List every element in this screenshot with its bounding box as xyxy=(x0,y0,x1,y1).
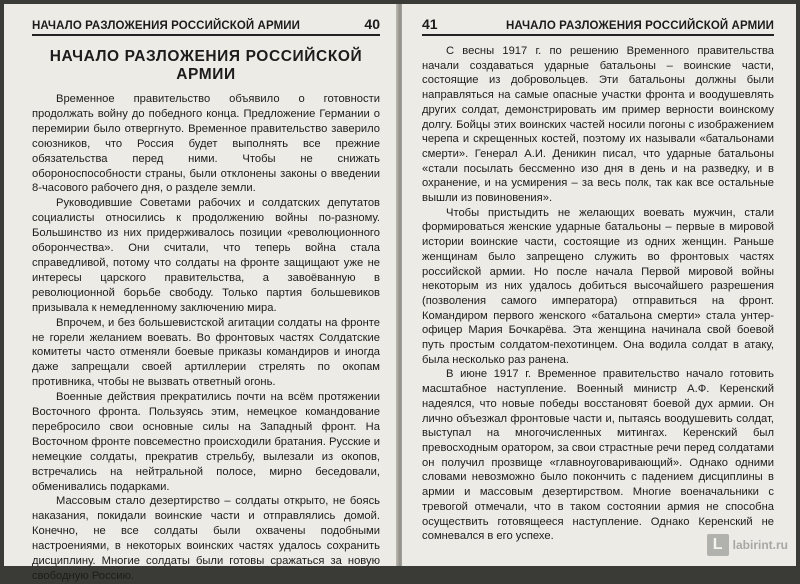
paragraph: Временное правительство объявило о готовности продолжать войну до победного конца. Предложение Германии о перемирии было отвергнуто. Временное правительство заверило союзников, что Россия будет выполнять все прежние обязательства перед ними. Чтобы не снижать обороноспособности страны, были отклонены законы о введении 8-часового рабочего дня, о разделе земли. xyxy=(32,93,380,195)
running-title: НАЧАЛО РАЗЛОЖЕНИЯ РОССИЙСКОЙ АРМИИ xyxy=(506,20,774,32)
running-head-left xyxy=(32,8,380,36)
right-page xyxy=(402,4,796,566)
watermark-logo-icon: L xyxy=(707,534,729,556)
paragraph: Чтобы пристыдить не желающих воевать мужчин, стали формироваться женские ударные батальоны – первые в мировой истории воинские части, состоящие из одних женщин. Раньше женщинам было запрещено служить во фронтовых частях российской армии. Но после начала Первой мировой войны некоторым из них удалось добиться высочайшего разрешения (позволения самого императора) отправиться на фронт. Командиром первого женского «батальона смерти» стала унтер-офицер Мария Бочкарёва. Эта женщина начинала свой боевой путь простым солдатом-пехотинцем. Она водила солдат в атаку, была несколько раз ранена. xyxy=(422,206,774,366)
watermark xyxy=(707,534,788,556)
page-number: 41 xyxy=(422,16,438,32)
left-page-text xyxy=(32,92,380,584)
paragraph: Впрочем, и без большевистской агитации солдаты на фронте не горели желанием воевать. Во фронтовых частях Солдатские комитеты часто отменяли боевые приказы командиров и иногда даже запрещали своей артиллерии стрелять по окопам противника, чтобы не вызвать ответный огонь. xyxy=(32,316,380,389)
running-title: НАЧАЛО РАЗЛОЖЕНИЯ РОССИЙСКОЙ АРМИИ xyxy=(32,20,300,32)
chapter-title: НАЧАЛО РАЗЛОЖЕНИЯ РОССИЙСКОЙ АРМИИ xyxy=(49,48,363,83)
page-number: 40 xyxy=(364,16,380,32)
left-page xyxy=(4,4,398,582)
running-head-right xyxy=(422,8,774,36)
paragraph: С весны 1917 г. по решению Временного правительства начали создаваться ударные батальоны – воинские части, состоящие из добровольцев. Эти батальоны должны были направляться на самые опасные участки фронта и воодушевлять других солдат, демонстрировать им пример верности воинскому долгу. Бойцы этих воинских частей носили погоны с изображением черепа и скрещенных костей, поэтому их называли «батальонами смерти». Генерал А.И. Деникин писал, что ударные батальоны «стали посылать бессменно изо дня в день и на разведку, и в охранение, и на усмирения – за весь полк, так как все остальные вышли из повиновения». xyxy=(422,45,774,205)
paragraph: В июне 1917 г. Временное правительство начало готовить масштабное наступление. Военный министр А.Ф. Керенский надеялся, что новые победы восстановят боевой дух армии. Он лично объезжал фронтовые части и, пытаясь воодушевить солдат, выступал на многочисленных митингах. Керенский был превосходным оратором, за свои страстные речи перед солдатами он получил прозвище «главноуговаривающий». Однако одними словами невозможно было покончить с падением дисциплины в армии и массовым дезертирством. Многие военачальники с тревогой отмечали, что в таком состоянии армия не способна осуществить готовящееся наступление. Однако Керенский не сомневался в его успехе. xyxy=(422,368,774,543)
right-page-text xyxy=(422,44,774,544)
paragraph: Военные действия прекратились почти на всём протяжении Восточного фронта. Пользуясь этим, немецкое командование перебросило свои основные силы на Западный фронт. На Восточном фронте повсеместно происходили братания. Русские и немецкие солдаты, прекратив стрельбу, вылезали из окопов, встречались на нейтральной полосе, мирно беседовали, обменивались подарками. xyxy=(32,391,380,493)
paragraph: Массовым стало дезертирство – солдаты открыто, не боясь наказания, покидали воинские части и отправлялись домой. Конечно, не все солдаты были охвачены подобными настроениями, в некоторых воинских частях удалось сохранить дисциплину. Многие солдаты были готовы сражаться за новую свободную Россию. xyxy=(32,495,380,582)
watermark-text: labirint.ru xyxy=(732,538,788,552)
paragraph: Руководившие Советами рабочих и солдатских депутатов социалисты относились к продолжению войны по-разному. Большинство из них придерживалось позиции «революционного оборончества». Они считали, что теперь война стала справедливой, потому что солдаты на фронте защищают уже не интересы царского правительства, а завоёванную в революционной борьбе свободу. Только партия большевиков призывала к немедленному заключению мира. xyxy=(32,197,380,314)
